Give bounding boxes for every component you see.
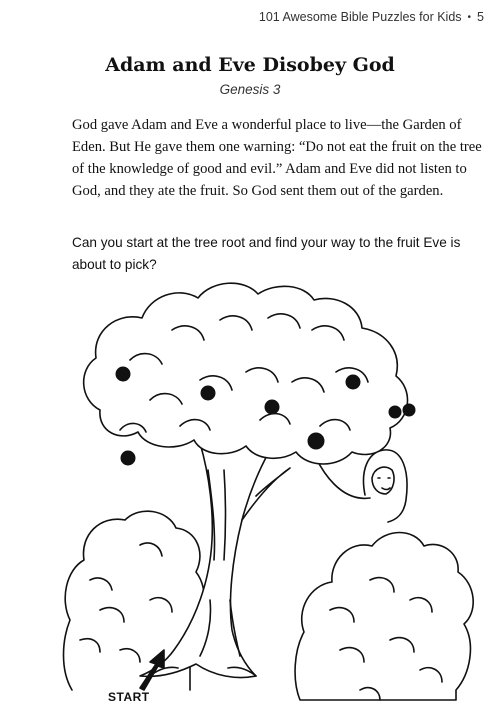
fruit[interactable] — [116, 367, 130, 381]
page-title: Adam and Eve Disobey God — [105, 54, 395, 76]
running-head — [259, 10, 484, 24]
fruit[interactable] — [346, 375, 360, 389]
scripture-reference: Genesis 3 — [219, 82, 281, 97]
page-number: 5 — [477, 10, 484, 24]
tree-canopy — [84, 283, 408, 464]
book-title: 101 Awesome Bible Puzzles for Kids — [258, 10, 462, 24]
story-paragraph: God gave Adam and Eve a wonderful place to live—the Garden of Eden. But He gave them one warning: “Do not eat the fruit on the tree of the knowledge of good and evil.” Adam and Eve did not listen to God, and they ate the fruit. So God sent them out of the garden. — [72, 117, 482, 199]
target-fruit[interactable] — [308, 433, 324, 449]
fruit[interactable] — [121, 451, 135, 465]
fruit[interactable] — [201, 386, 215, 400]
fruit[interactable] — [403, 404, 415, 416]
right-bush — [295, 533, 473, 701]
fruit[interactable] — [389, 406, 401, 418]
maze-illustration — [0, 270, 500, 724]
story-text — [72, 114, 482, 202]
puzzle-question: Can you start at the tree root and find your way to the fruit Eve is about to pick? — [72, 235, 461, 272]
fruit[interactable] — [265, 400, 279, 414]
start-label: START — [108, 690, 150, 704]
header-separator: • — [467, 12, 472, 23]
